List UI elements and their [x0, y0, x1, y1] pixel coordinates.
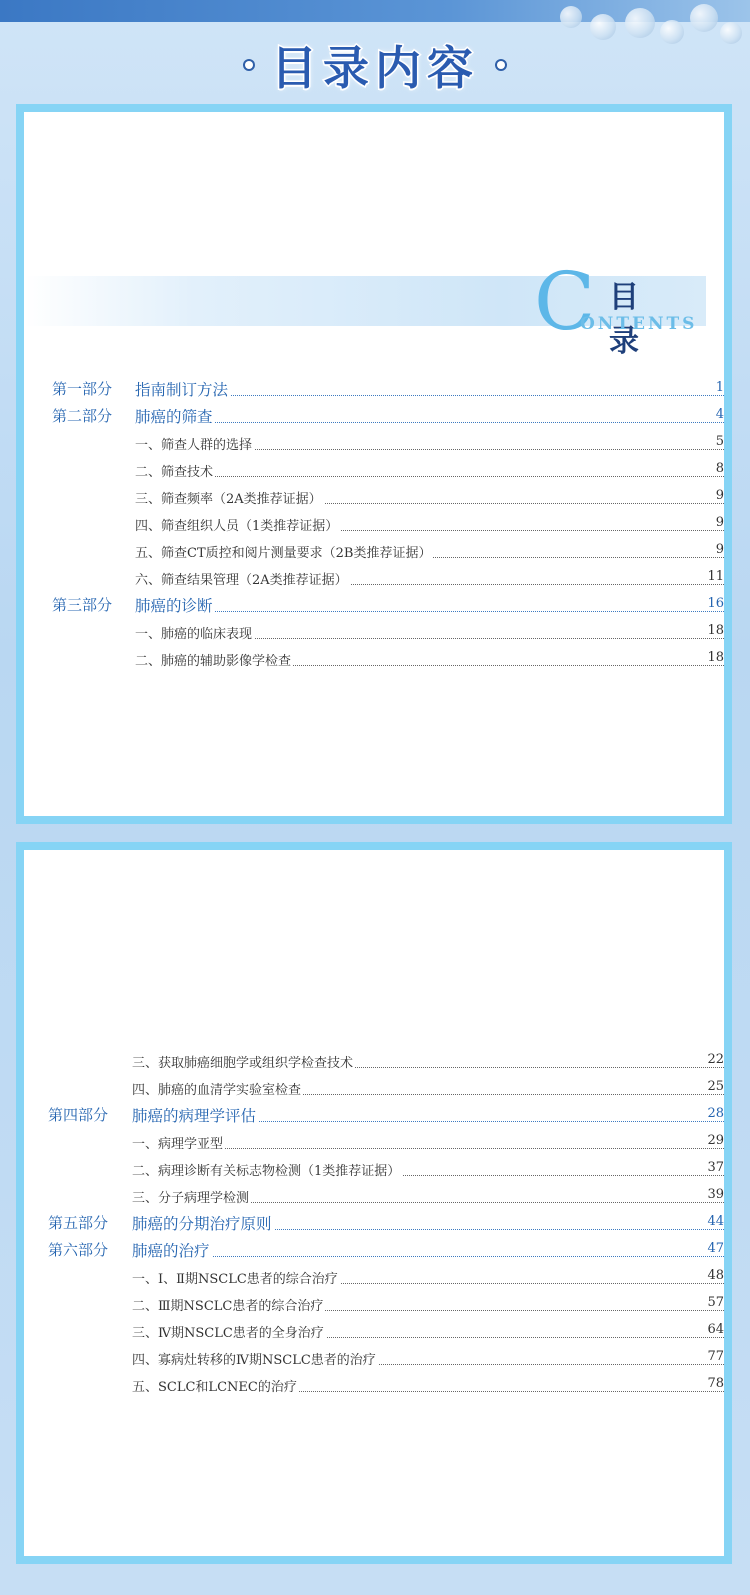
toc-entry-title: 肺癌的分期治疗原则 [132, 1212, 274, 1234]
toc-entry-title: 一、Ⅰ、Ⅱ期NSCLC患者的综合治疗 [132, 1268, 340, 1287]
toc-entry-title: 指南制订方法 [135, 378, 230, 400]
toc-section-row[interactable] [24, 1048, 724, 1075]
toc-part-row[interactable] [24, 592, 724, 619]
toc-page-2 [16, 842, 732, 1564]
contents-c-letter: C [534, 255, 596, 348]
toc-page-number: 4 [715, 407, 724, 422]
toc-part-number: 第三部分 [52, 596, 113, 614]
toc-section-row[interactable] [24, 565, 724, 592]
toc-page-number: 57 [707, 1295, 724, 1310]
toc-page-number: 18 [707, 623, 724, 638]
toc-entry-title: 肺癌的筛查 [135, 405, 215, 427]
toc-entry-title: 三、Ⅳ期NSCLC患者的全身治疗 [132, 1322, 326, 1341]
toc-section-row[interactable] [24, 1264, 724, 1291]
toc-section-row[interactable] [24, 1345, 724, 1372]
toc-page-number: 9 [715, 542, 724, 557]
toc-section-row[interactable] [24, 1318, 724, 1345]
toc-section-row[interactable] [24, 511, 724, 538]
toc-page-number: 78 [707, 1376, 724, 1391]
toc-entry-title: 六、筛查结果管理（2A类推荐证据） [135, 569, 350, 588]
toc-part-number: 第五部分 [48, 1214, 109, 1232]
toc-section-row[interactable] [24, 1156, 724, 1183]
toc-section-row[interactable] [24, 484, 724, 511]
contents-subtitle: ONTENTS [580, 314, 698, 334]
toc-section-row[interactable] [24, 430, 724, 457]
toc-entry-title: 二、病理诊断有关标志物检测（1类推荐证据） [132, 1160, 402, 1179]
toc-entry-title: 一、肺癌的临床表现 [135, 623, 254, 642]
banner-title: 目录内容 [271, 41, 479, 95]
toc-page-number: 8 [715, 461, 724, 476]
toc-entry-title: 三、分子病理学检测 [132, 1187, 251, 1206]
toc-page-number: 16 [707, 596, 724, 611]
toc-section-row[interactable] [24, 457, 724, 484]
toc-entry-title: 三、获取肺癌细胞学或组织学检查技术 [132, 1052, 355, 1071]
toc-page-number: 18 [707, 650, 724, 665]
toc-part-number: 第一部分 [52, 380, 113, 398]
toc-part-number: 第四部分 [48, 1106, 109, 1124]
toc-page-number: 47 [707, 1241, 724, 1256]
toc-section-row[interactable] [24, 1291, 724, 1318]
toc-page-number: 25 [707, 1079, 724, 1094]
toc-page-number: 11 [707, 569, 724, 584]
toc-page-number: 37 [707, 1160, 724, 1175]
banner [0, 30, 750, 100]
toc-page-1 [16, 104, 732, 824]
toc-entry-title: 五、SCLC和LCNEC的治疗 [132, 1376, 299, 1395]
toc-dot-leader [135, 476, 724, 477]
toc-entry-title: 肺癌的病理学评估 [132, 1104, 258, 1126]
toc-part-row[interactable] [24, 376, 724, 403]
toc-part-number: 第六部分 [48, 1241, 109, 1259]
toc-part-row[interactable] [24, 403, 724, 430]
toc-part-row[interactable] [24, 1102, 724, 1129]
toc-entry-title: 一、病理学亚型 [132, 1133, 225, 1152]
toc-page-number: 1 [715, 380, 724, 395]
toc-entry-title: 五、筛查CT质控和阅片测量要求（2B类推荐证据） [135, 542, 433, 561]
contents-title: 目 录 [609, 280, 667, 359]
banner-dot-left [245, 61, 253, 69]
toc-page-number: 5 [715, 434, 724, 449]
toc-list-1 [24, 376, 724, 673]
toc-list-2 [24, 1048, 724, 1399]
toc-entry-title: 四、肺癌的血清学实验室检查 [132, 1079, 303, 1098]
toc-entry-title: 二、筛查技术 [135, 461, 215, 480]
toc-page-number: 39 [707, 1187, 724, 1202]
toc-dot-leader [135, 611, 724, 612]
toc-dot-leader [135, 422, 724, 423]
toc-entry-title: 四、寡病灶转移的Ⅳ期NSCLC患者的治疗 [132, 1349, 378, 1368]
toc-section-row[interactable] [24, 1129, 724, 1156]
toc-page-number: 9 [715, 515, 724, 530]
toc-entry-title: 三、筛查频率（2A类推荐证据） [135, 488, 324, 507]
toc-part-row[interactable] [24, 1237, 724, 1264]
toc-section-row[interactable] [24, 619, 724, 646]
toc-entry-title: 一、筛查人群的选择 [135, 434, 254, 453]
toc-page-number: 64 [707, 1322, 724, 1337]
toc-page-number: 48 [707, 1268, 724, 1283]
toc-section-row[interactable] [24, 1183, 724, 1210]
toc-entry-title: 肺癌的治疗 [132, 1239, 212, 1261]
toc-section-row[interactable] [24, 538, 724, 565]
toc-page-number: 29 [707, 1133, 724, 1148]
toc-page-number: 9 [715, 488, 724, 503]
toc-entry-title: 二、Ⅲ期NSCLC患者的综合治疗 [132, 1295, 325, 1314]
toc-page-number: 77 [707, 1349, 724, 1364]
toc-entry-title: 四、筛查组织人员（1类推荐证据） [135, 515, 340, 534]
toc-dot-leader [132, 1256, 724, 1257]
toc-page-number: 28 [707, 1106, 724, 1121]
toc-entry-title: 二、肺癌的辅助影像学检查 [135, 650, 293, 669]
toc-page-number: 44 [707, 1214, 724, 1229]
toc-page-number: 22 [707, 1052, 724, 1067]
toc-part-row[interactable] [24, 1210, 724, 1237]
toc-entry-title: 肺癌的诊断 [135, 594, 215, 616]
toc-section-row[interactable] [24, 646, 724, 673]
toc-section-row[interactable] [24, 1075, 724, 1102]
toc-section-row[interactable] [24, 1372, 724, 1399]
toc-part-number: 第二部分 [52, 407, 113, 425]
banner-dot-right [497, 61, 505, 69]
